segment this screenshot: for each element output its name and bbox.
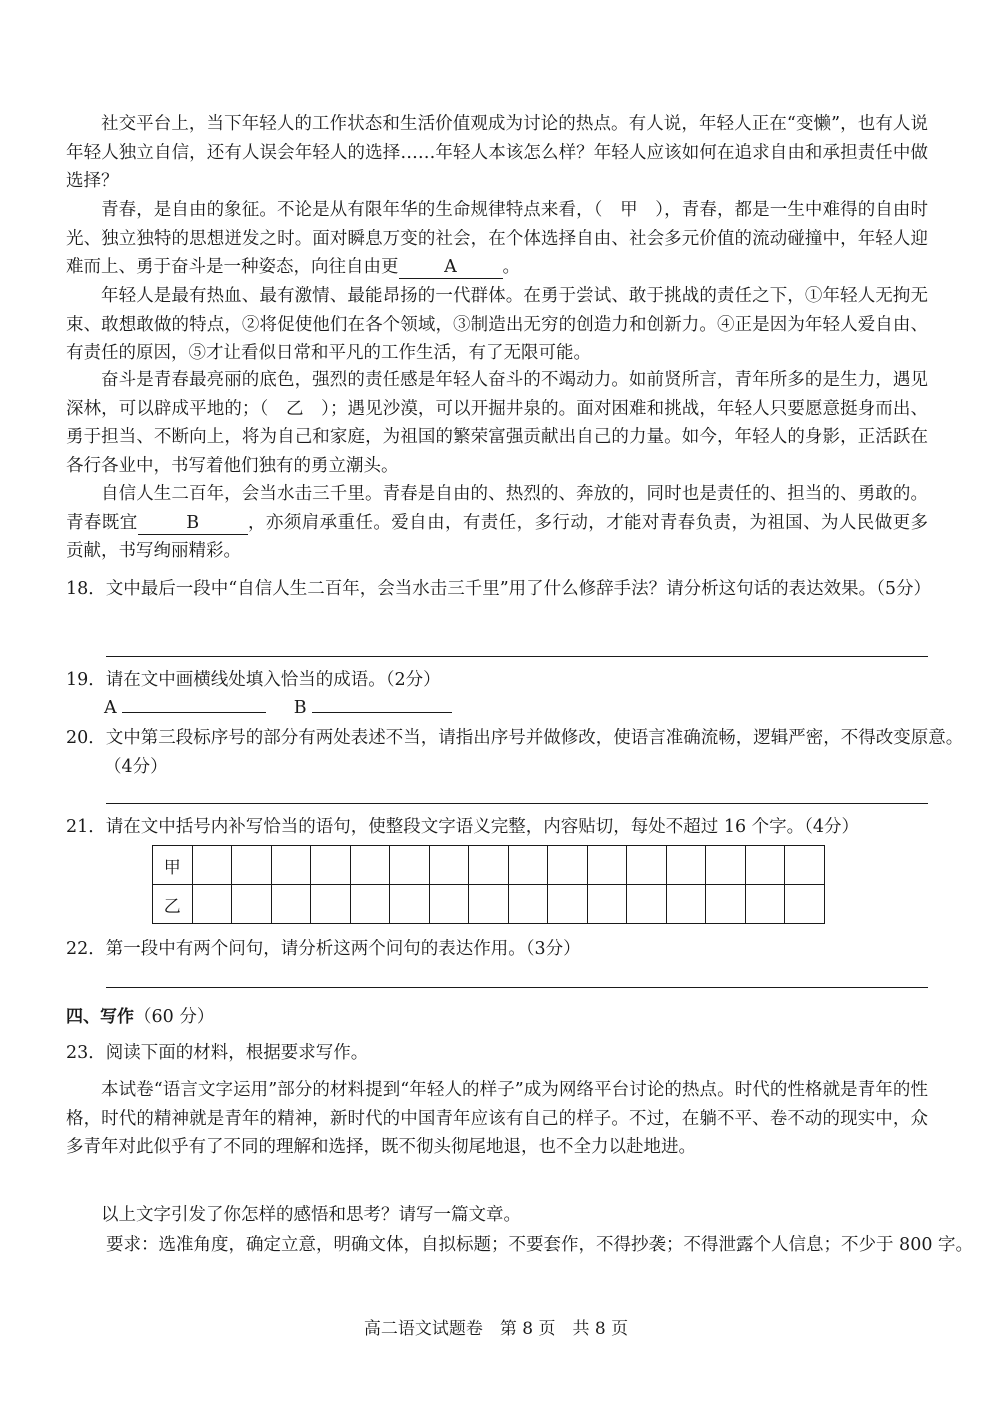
answer-cell[interactable] — [706, 846, 746, 885]
answer-cell[interactable] — [192, 846, 232, 885]
answer-line-20[interactable] — [106, 803, 928, 804]
writing-prompt: 以上文字引发了你怎样的感悟和思考？请写一篇文章。 — [101, 1205, 521, 1225]
answer-cell[interactable] — [271, 885, 311, 924]
writing-requirements: 要求：选准角度，确定立意，明确文体，自拟标题；不要套作，不得抄袭；不得泄露个人信息；不少于 800 字。 — [106, 1235, 974, 1255]
question-18: 18．文中最后一段中“自信人生二百年，会当水击三千里”用了什么修辞手法？请分析这句话的表达效果。（5分） — [66, 579, 932, 599]
passage-paragraph-3: 年轻人是最有热血、最有激情、最能昂扬的一代群体。在勇于尝试、敢于挑战的责任之下，①年轻人无拘无束、敢想敢做的特点，②将促使他们在各个领域，③制造出无穷的创造力和创新力。④正是因为年轻人爱自由、有责任的原因，⑤才让看似日常和平凡的工作生活，有了无限可能。 — [66, 286, 928, 364]
question-23: 23．阅读下面的材料，根据要求写作。 — [66, 1043, 369, 1063]
answer-cell[interactable] — [429, 885, 469, 924]
answer-cell[interactable] — [390, 885, 430, 924]
answer-cell[interactable] — [745, 846, 785, 885]
question-20: 20．文中第三段标序号的部分有两处表述不当，请指出序号并做修改，使语言准确流畅，逻辑严密，不得改变原意。（4分） — [66, 728, 964, 777]
section-score: （60 分） — [134, 1007, 215, 1027]
answer-cell[interactable] — [232, 846, 272, 885]
answer-cell[interactable] — [508, 885, 548, 924]
answer-cell[interactable] — [311, 885, 351, 924]
passage-paragraph-1: 社交平台上，当下年轻人的工作状态和生活价值观成为讨论的热点。有人说，年轻人正在“变懒”，也有人说年轻人独立自信，还有人误会年轻人的选择……年轻人本该怎么样？年轻人应该如何在追求自由和承担责任中做选择？ — [66, 114, 928, 192]
answer-cell[interactable] — [469, 885, 509, 924]
answer-cell[interactable] — [706, 885, 746, 924]
answer-cell[interactable] — [232, 885, 272, 924]
answer-cell[interactable] — [548, 885, 588, 924]
blank-b: B — [138, 512, 248, 535]
answer-cell[interactable] — [666, 846, 706, 885]
answer-cell[interactable] — [192, 885, 232, 924]
answer-blank-a[interactable] — [122, 712, 266, 713]
answer-cell[interactable] — [785, 885, 825, 924]
answer-line-18[interactable] — [106, 656, 928, 657]
passage-paragraph-5-end: ，亦须肩承重任。爱自由，有责任，多行动，才能对青春负责，为祖国、为人民做更多贡献，书写绚丽精彩。 — [66, 512, 929, 562]
answer-cell[interactable] — [271, 846, 311, 885]
answer-cell[interactable] — [508, 846, 548, 885]
section-heading-writing — [66, 1003, 214, 1031]
writing-material: 本试卷“语言文字运用”部分的材料提到“年轻人的样子”成为网络平台讨论的热点。时代的性格就是青年的性格，时代的精神就是青年的精神，新时代的中国青年应该有自己的样子。不过，在躺不平、卷不动的现实中，众多青年对此似乎有了不同的理解和选择，既不彻头彻尾地退，也不全力以赴地进。 — [66, 1080, 928, 1158]
answer-cell[interactable] — [429, 846, 469, 885]
answer-blank-b[interactable] — [312, 712, 452, 713]
answer-cell[interactable] — [785, 846, 825, 885]
passage-paragraph-5-text: 自信人生二百年，会当水击三千里。青春是自由的、热烈的、奔放的，同时也是责任的、担当的、勇敢的。青春既宜 — [66, 484, 928, 533]
answer-cell[interactable] — [666, 885, 706, 924]
answer-cell[interactable] — [548, 846, 588, 885]
section-title: 四、写作 — [66, 1007, 134, 1027]
answer-grid-label-jia: 甲 — [153, 846, 193, 885]
question-19: 19．请在文中画横线处填入恰当的成语。（2分） — [66, 670, 441, 690]
answer-grid-row-jia — [153, 846, 825, 885]
answer-cell[interactable] — [627, 885, 667, 924]
page-footer: 高二语文试题卷 第 8 页 共 8 页 — [363, 1319, 629, 1339]
passage-paragraph-2 — [66, 196, 928, 282]
answer-grid-label-yi: 乙 — [153, 885, 193, 924]
question-19-answers — [104, 694, 504, 723]
answer-cell[interactable] — [469, 846, 509, 885]
answer-label-b: B — [293, 698, 307, 718]
answer-cell[interactable] — [627, 846, 667, 885]
answer-cell[interactable] — [350, 885, 390, 924]
passage-paragraph-4: 奋斗是青春最亮丽的底色，强烈的责任感是年轻人奋斗的不竭动力。如前贤所言，青年所多的是生力，遇见深林，可以辟成平地的；（ 乙 ）；遇见沙漠，可以开掘井泉的。面对困难和挑战，年轻人只要愿意挺身而出、勇于担当、不断向上，将为自己和家庭，为祖国的繁荣富强贡献出自己的力量。如今，年轻人的身影，正活跃在各行各业中，书写着他们独有的勇立潮头。 — [66, 370, 928, 476]
blank-a: A — [399, 256, 503, 279]
answer-cell[interactable] — [587, 885, 627, 924]
passage-paragraph-5 — [66, 480, 928, 566]
answer-cell[interactable] — [390, 846, 430, 885]
answer-cell[interactable] — [745, 885, 785, 924]
answer-grid-21 — [152, 845, 825, 924]
question-21: 21．请在文中括号内补写恰当的语句，使整段文字语义完整，内容贴切，每处不超过 16 个字。（4分） — [66, 817, 860, 837]
answer-cell[interactable] — [587, 846, 627, 885]
answer-grid-row-yi — [153, 885, 825, 924]
answer-cell[interactable] — [350, 846, 390, 885]
answer-label-a: A — [104, 698, 117, 718]
answer-line-22[interactable] — [106, 987, 928, 988]
question-22: 22．第一段中有两个问句，请分析这两个问句的表达作用。（3分） — [66, 939, 581, 959]
passage-paragraph-2-end: 。 — [502, 257, 520, 278]
answer-cell[interactable] — [311, 846, 351, 885]
passage-paragraph-2-text: 青春，是自由的象征。不论是从有限年华的生命规律特点来看，（ 甲 ），青春，都是一生中难得的自由时光、独立独特的思想迸发之时。面对瞬息万变的社会，在个体选择自由、社会多元价值的流动碰撞中，年轻人迎难而上、勇于奋斗是一种姿态，向往自由更 — [66, 200, 928, 278]
